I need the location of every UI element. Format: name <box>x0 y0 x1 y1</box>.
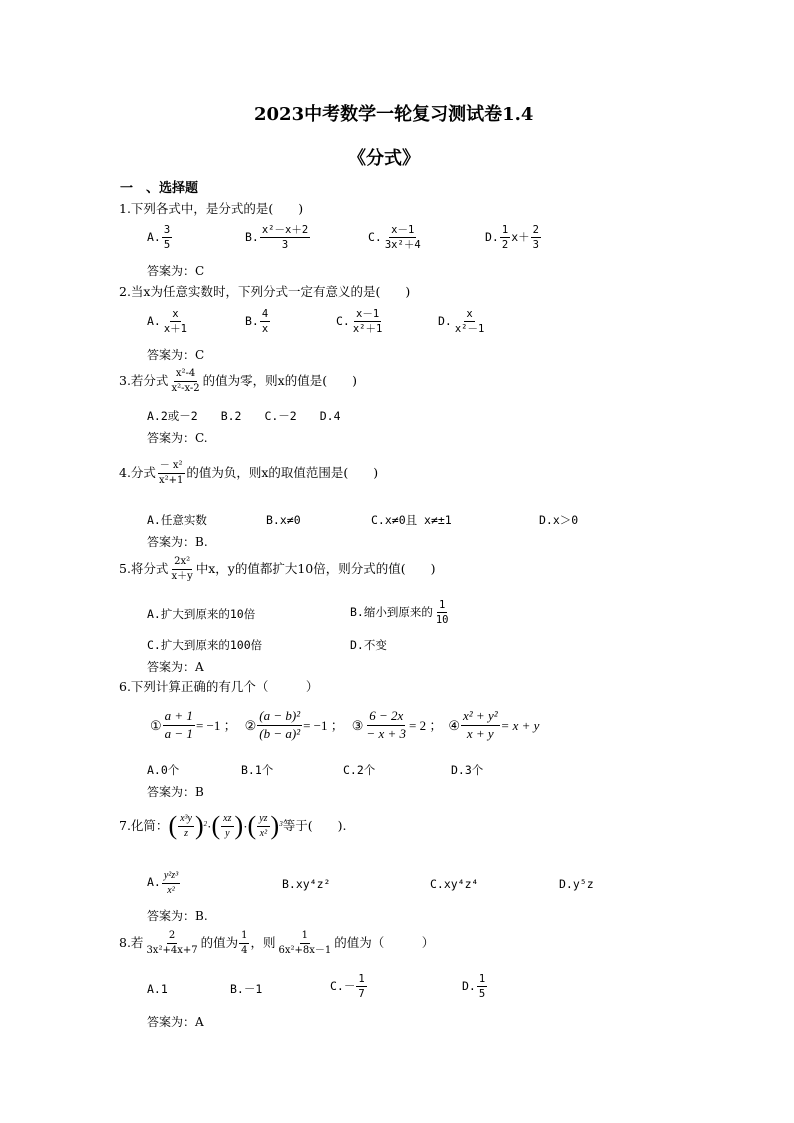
q5-post: 中x，y的值都扩大10倍，则分式的值( ) <box>195 560 436 576</box>
q7-option-b: B.xy⁴z² <box>282 877 331 891</box>
q6-e3-rhs: = 2 ； <box>409 717 443 733</box>
q4-den: x²+1 <box>158 474 184 486</box>
q7-f2-fraction <box>221 813 233 839</box>
q5-b-den: 10 <box>435 614 449 627</box>
q1-d-label: D. <box>485 229 499 244</box>
q8-f2-den: 4 <box>241 944 248 956</box>
q2-option-c <box>336 308 385 335</box>
q8-c-label: C.－ <box>330 978 356 993</box>
q8-c-den: 7 <box>358 988 365 1001</box>
q6-e1-rhs: = −1 ； <box>195 717 237 733</box>
q3-fraction <box>169 368 201 394</box>
q2-b-label: B. <box>245 313 259 328</box>
q7-f1-num: x³y <box>178 813 194 827</box>
q3-options: A.2或－2 B.2 C.－2 D.4 <box>147 409 341 423</box>
q8-post: 的值为（ ） <box>334 934 435 950</box>
q8-f3-den: 6x²+8x－1 <box>278 944 332 956</box>
q4-option-c: C.x≠0且 x≠±1 <box>371 513 452 527</box>
q4-answer: 答案为：B. <box>147 535 208 549</box>
q6-option-c: C.2个 <box>343 763 376 777</box>
q1-option-c <box>368 224 424 251</box>
q2-c-num: x－1 <box>354 308 381 322</box>
q7-a-fraction <box>162 870 180 896</box>
q1-d-den2: 3 <box>532 239 539 252</box>
q2-a-fraction <box>162 308 189 335</box>
q8-f2-fraction <box>239 930 249 956</box>
q2-answer: 答案为：C <box>147 348 205 362</box>
q7-exp3: 3 <box>279 819 283 828</box>
q6-e3-den: − x + 3 <box>366 725 406 741</box>
q8-f1-fraction <box>144 930 199 956</box>
q3-pre: 3.若分式 <box>119 372 169 388</box>
q7-paren-close-1: ) <box>194 811 204 840</box>
q1-stem: 1.下列各式中，是分式的是( ) <box>119 201 304 216</box>
q7-f2-num: xz <box>221 813 233 827</box>
q6-e1-fraction <box>163 709 195 742</box>
q1-d-fraction-1 <box>500 224 510 251</box>
q7-expression <box>168 813 282 839</box>
q1-d-fraction-2 <box>531 224 541 251</box>
q2-c-fraction <box>351 308 384 335</box>
q8-mid2: ，则 <box>250 934 276 950</box>
q5-num: 2x² <box>172 556 192 570</box>
q2-c-label: C. <box>336 313 350 328</box>
q5-pre: 5.将分式 <box>119 560 169 576</box>
q5-option-d: D.不变 <box>350 638 387 652</box>
q6-e4-mark: ④ <box>448 717 460 733</box>
q4-fraction <box>157 460 185 486</box>
q7-f1-den: z <box>184 827 188 839</box>
q8-d-fraction <box>477 973 487 1000</box>
q6-e2-num: (a − b)² <box>257 709 302 726</box>
q5-b-num: 1 <box>437 599 447 613</box>
q7-pre: 7.化简： <box>119 817 169 833</box>
q1-b-den: 3 <box>281 239 289 252</box>
q7-option-c: C.xy⁴z⁴ <box>430 877 479 891</box>
q1-a-label: A. <box>147 229 161 244</box>
q8-f2-num: 1 <box>239 930 249 944</box>
q7-a-den: x² <box>167 884 175 896</box>
q8-d-num: 1 <box>477 973 487 987</box>
q7-paren-open-2: ( <box>211 811 221 840</box>
q8-answer: 答案为：A <box>147 1015 204 1029</box>
q8-option-d <box>462 973 488 1000</box>
q7-exp1: 2 <box>203 819 208 828</box>
q4-pre: 4.分式 <box>119 464 156 480</box>
q2-a-label: A. <box>147 313 161 328</box>
q6-stem: 6.下列计算正确的有几个（ ） <box>119 679 319 694</box>
q6-e3-fraction <box>364 709 408 742</box>
q6-e4-fraction <box>461 709 500 742</box>
q7-f2-den: y <box>225 827 230 839</box>
q2-d-fraction <box>453 308 486 335</box>
q5-b-label: B.缩小到原来的 <box>350 604 433 619</box>
q6-option-a: A.0个 <box>147 763 180 777</box>
q6-answer: 答案为：B <box>147 785 204 799</box>
q5-den: x＋y <box>171 570 193 582</box>
q2-a-den: x＋1 <box>163 323 188 336</box>
q1-d-mid: x＋ <box>511 229 530 244</box>
q5-answer: 答案为：A <box>147 660 204 674</box>
q1-c-num: x－1 <box>389 224 416 238</box>
q1-a-num: 3 <box>162 224 172 238</box>
q5-fraction <box>169 556 194 582</box>
q1-d-num2: 2 <box>531 224 541 238</box>
q6-option-b: B.1个 <box>241 763 274 777</box>
q7-f3-num: yz <box>257 813 269 827</box>
q6-option-d: D.3个 <box>451 763 484 777</box>
q2-option-d <box>438 308 487 335</box>
q7-f1-fraction <box>178 813 194 839</box>
q6-e3-mark: ③ <box>351 717 364 733</box>
q6-e3-num: 6 − 2x <box>367 709 405 726</box>
q1-option-b <box>245 224 311 251</box>
page-subtitle: 《分式》 <box>348 148 420 169</box>
q7-dot-1: · <box>207 818 212 834</box>
q8-stem <box>119 930 434 956</box>
q7-post: 等于( ). <box>282 817 347 833</box>
q2-a-num: x <box>170 308 180 322</box>
q8-mid1: 的值为 <box>200 934 239 950</box>
q2-d-label: D. <box>438 313 452 328</box>
q8-option-b: B.－1 <box>230 982 263 996</box>
q3-answer: 答案为：C. <box>147 431 208 445</box>
q8-d-den: 5 <box>478 988 486 1001</box>
q8-f3-fraction <box>276 930 333 956</box>
q2-option-a <box>147 308 190 335</box>
q4-post: 的值为负，则x的取值范围是( ) <box>186 464 379 480</box>
q6-e4-rhs: = x + y <box>500 717 540 733</box>
q2-b-den: x <box>261 323 269 336</box>
q1-b-fraction <box>260 224 310 251</box>
q4-num: － x² <box>158 460 185 474</box>
q1-d-den1: 2 <box>501 239 509 252</box>
q6-e1-num: a + 1 <box>163 709 195 726</box>
q6-e2-mark: ② <box>244 717 257 733</box>
q5-b-fraction <box>434 599 451 626</box>
q6-e4-den: x + y <box>466 725 494 741</box>
q8-f1-den: 3x²+4x+7 <box>146 944 198 956</box>
q7-a-label: A. <box>147 875 161 890</box>
q1-c-den: 3x²＋4 <box>384 239 421 252</box>
q4-stem <box>119 460 378 486</box>
q1-option-d <box>485 224 542 251</box>
q3-den: x²-x-2 <box>171 382 200 394</box>
q1-option-a <box>147 224 173 251</box>
q5-stem <box>119 556 436 582</box>
page-title: 2023中考数学一轮复习测试卷1.4 <box>254 104 534 125</box>
q7-paren-open-1: ( <box>168 811 178 840</box>
q8-pre: 8.若 <box>119 934 144 950</box>
q6-e4-num: x² + y² <box>461 709 500 726</box>
q1-a-fraction <box>162 224 172 251</box>
q3-post: 的值为零，则x的值是( ) <box>202 372 357 388</box>
q8-f1-num: 2 <box>167 930 177 944</box>
q1-answer: 答案为：C <box>147 264 205 278</box>
q6-e1-den: a − 1 <box>164 725 193 741</box>
q8-option-a: A.1 <box>147 982 168 996</box>
q7-f3-fraction <box>257 813 269 839</box>
q4-option-d: D.x＞0 <box>539 513 579 527</box>
q5-option-b <box>350 599 452 626</box>
q6-expressions <box>150 709 539 742</box>
q1-d-num1: 1 <box>500 224 510 238</box>
q7-option-a <box>147 870 181 896</box>
q1-a-den: 5 <box>163 239 171 252</box>
section-heading: 一 、选择题 <box>120 181 199 196</box>
q7-paren-close-2: ) <box>234 811 244 840</box>
q2-b-num: 4 <box>260 308 270 322</box>
q7-paren-open-3: ( <box>247 811 257 840</box>
q1-b-num: x²－x＋2 <box>260 224 310 238</box>
q1-b-label: B. <box>245 229 259 244</box>
q5-option-c: C.扩大到原来的100倍 <box>147 638 263 652</box>
q4-option-b: B.x≠0 <box>266 513 301 527</box>
q3-stem <box>119 368 357 394</box>
q7-dot-2: · <box>243 818 248 834</box>
q7-paren-close-3: ) <box>270 811 280 840</box>
q7-option-d: D.y⁵z <box>559 877 594 891</box>
q2-stem: 2.当x为任意实数时，下列分式一定有意义的是( ) <box>119 284 411 299</box>
q8-f3-num: 1 <box>300 930 310 944</box>
q2-option-b <box>245 308 271 335</box>
q8-c-num: 1 <box>356 973 366 987</box>
q6-e2-fraction <box>257 709 302 742</box>
q2-c-den: x²＋1 <box>352 323 383 336</box>
q8-option-c <box>330 973 368 1000</box>
q7-a-num: y²z³ <box>162 870 180 884</box>
q3-num: x²-4 <box>174 368 197 382</box>
q1-c-fraction <box>383 224 423 251</box>
q7-stem <box>119 813 346 839</box>
q7-f3-den: x² <box>259 827 268 839</box>
q6-e2-rhs: = −1 ； <box>303 717 344 733</box>
q4-option-a: A.任意实数 <box>147 513 207 527</box>
q2-b-fraction <box>260 308 270 335</box>
q5-option-a: A.扩大到原来的10倍 <box>147 607 256 621</box>
q1-c-label: C. <box>368 229 382 244</box>
q6-e1-mark: ① <box>150 717 162 733</box>
q6-e2-den: (b − a)² <box>259 725 301 741</box>
q7-answer: 答案为：B. <box>147 909 208 923</box>
q2-d-den: x²－1 <box>454 323 485 336</box>
q8-c-fraction <box>356 973 366 1000</box>
q8-d-label: D. <box>462 978 476 993</box>
q2-d-num: x <box>464 308 474 322</box>
